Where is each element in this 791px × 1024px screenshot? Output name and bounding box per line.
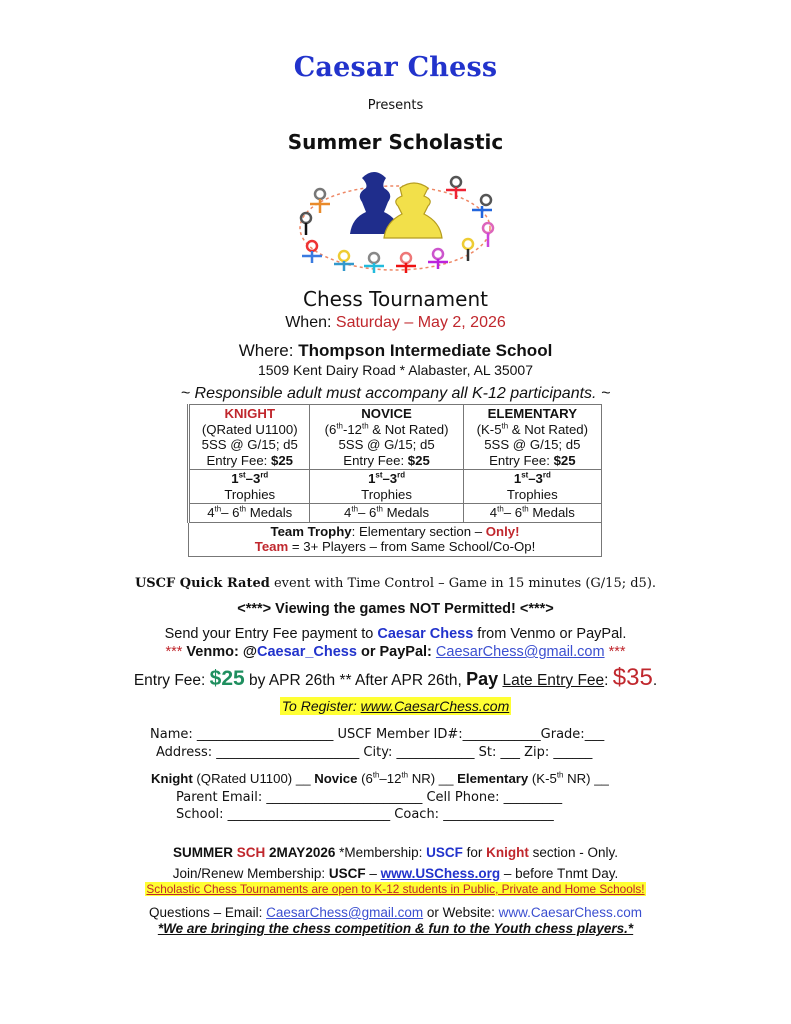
elig-sup: th [362,421,369,431]
viewing-notice: <***> Viewing the games NOT Permitted! <***> [237,601,554,617]
team-row [189,522,602,556]
adult-notice: ~ Responsible adult must accompany all K-12 participants. ~ [180,385,611,402]
medals-cell [463,504,601,523]
place: –3 [382,471,398,486]
opt-elementary: Elementary [457,771,529,786]
register [0,698,791,714]
join-renew [0,866,791,881]
send-text: from Venmo or PayPal. [473,626,627,642]
place-sup: th [497,504,504,514]
paypal-label: or PayPal: [356,644,436,660]
join-uscf: USCF [328,866,366,881]
children-around-chess-pieces-illustration [292,166,498,276]
sum-uscf: USCF [426,845,463,860]
register-link[interactable]: www.CaesarChess.com [360,698,510,714]
section-format: 5SS @ G/15; d5 [338,437,435,452]
event-name: Chess Tournament [303,287,488,311]
place-sup: st [521,470,529,480]
fee-label: Entry Fee: [133,672,210,689]
fee-label: Entry Fee: [489,452,554,468]
place: 1 [231,471,239,486]
opt-knight: Knight [151,771,193,786]
opt-text: (6 [357,771,373,786]
form-row-address[interactable]: Address: ______________________ City: ____________ St: ___ Zip: ______ [156,745,593,760]
sum-date: 2MAY2026 [265,845,336,860]
q-text: Questions – Email: [149,905,267,920]
section-fee: $25 [553,452,576,468]
trophies-label: Trophies [224,486,276,502]
place-sup: st [238,470,246,480]
place-sup: th [239,504,247,514]
place-sup: th [214,504,222,514]
join-text: – before Tnmt Day. [500,866,619,881]
place-sup: rd [260,470,269,480]
opt-text: NR) __ [563,771,609,786]
when-value: Saturday – May 2, 2026 [335,314,506,331]
email-link[interactable]: CaesarChess@gmail.com [266,905,424,920]
when-label: When: [285,314,336,331]
place-sup: st [375,470,383,480]
register-label: To Register: [281,698,361,714]
organizer-title: Caesar Chess [293,52,498,83]
fee-label: Entry Fee: [343,452,408,468]
medals-cell [189,504,310,523]
opt-text: (QRated U1100) __ [192,771,315,786]
place: – 6 [221,505,240,520]
sum-text: section - Only. [528,845,618,860]
sum-text: *Membership: [335,845,427,860]
form-row-parent[interactable]: Parent Email: ________________________ Cell Phone: _________ [176,790,563,805]
section-format: 5SS @ G/15; d5 [201,437,298,452]
place-sup: rd [542,470,551,480]
elig-part: & Not Rated) [368,421,449,437]
place: 4 [344,505,352,520]
section-name: KNIGHT [224,406,276,421]
place: – 6 [503,505,523,520]
pay-label: Pay [466,669,499,689]
elig-part: & Not Rated) [508,421,589,437]
send-text: Send your Entry Fee payment to [164,626,378,642]
venmo-handle: Caesar_Chess [256,644,357,660]
place: –3 [245,471,261,486]
stars: *** [165,644,183,660]
medals-label: Medals [246,505,293,520]
entry-fees [0,664,791,692]
section-novice [310,405,463,470]
payment-handles [0,644,791,660]
opt-sup: th [556,770,564,780]
team-label: Team [254,539,289,554]
medals-label: Medals [382,505,430,520]
elig-part: (K-5 [476,421,502,437]
form-row-sections[interactable] [151,771,609,786]
opt-novice: Novice [314,771,358,786]
place: 4 [207,505,215,520]
form-row-school[interactable]: School: _________________________ Coach: _________________ [176,807,554,822]
payment-instructions [0,626,791,642]
late-fee: $35 [612,664,653,691]
section-fee: $25 [270,452,293,468]
elig-part: -12 [342,421,362,437]
membership-note [0,845,791,860]
trophies-cell [189,470,310,504]
place-sup: rd [397,470,406,480]
form-row-name[interactable]: Name: _____________________ USCF Member ID#:____________Grade:___ [150,727,605,742]
place: –3 [528,471,543,486]
sum-knight: Knight [486,845,529,860]
place: 4 [489,505,498,520]
rating-type: USCF Quick Rated [134,576,270,591]
paypal-email-link[interactable]: CaesarChess@gmail.com [435,644,605,660]
place: – 6 [357,505,377,520]
section-fee: $25 [407,452,430,468]
section-format: 5SS @ G/15; d5 [484,437,581,452]
register-highlight [280,697,511,715]
place: 1 [368,471,376,486]
period: . [652,672,658,689]
section-name: NOVICE [361,406,412,421]
team-trophy-label: Team Trophy [270,523,352,539]
section-eligibility [477,422,588,437]
opt-text: NR) __ [408,771,458,786]
medals-label: Medals [528,505,575,520]
colon: : [604,672,613,689]
opt-sup: th [372,770,380,780]
team-only: Only! [485,523,520,539]
venue-name: Thompson Intermediate School [298,341,553,360]
opt-text: (K-5 [528,771,557,786]
section-name: ELEMENTARY [487,406,578,421]
presents-text: Presents [367,98,424,113]
elig-sup: th [501,421,509,431]
opt-text: –12 [379,771,402,786]
place-sup: th [522,504,529,514]
trophies-label: Trophies [361,486,412,502]
opt-sup: th [401,770,409,780]
rating-info [0,576,791,591]
elig-sup: th [336,421,343,431]
uschess-link[interactable]: www.USChess.org [380,866,501,881]
section-elementary [463,405,601,470]
section-headers-row [189,405,602,470]
open-notice [0,882,791,896]
event-date [0,314,791,332]
late-fee-label: Late Entry Fee [502,672,605,689]
trophies-row [189,470,602,504]
join-text: Join/Renew Membership: [172,866,329,881]
team-trophy-text: : Elementary section – [351,523,486,539]
medals-cell [310,504,463,523]
place-sup: th [351,504,358,514]
section-knight [189,405,310,470]
join-text: – [365,866,381,881]
where-label: Where: [238,341,299,360]
event-subtitle: Summer Scholastic [287,130,504,154]
send-brand: Caesar Chess [377,626,474,642]
fee-label: Entry Fee: [206,452,271,468]
sum-sch: SCH [236,845,266,860]
place: 1 [513,471,522,486]
open-notice-text: Scholastic Chess Tournaments are open to K-12 students in Public, Private and Home Schools! [146,882,645,896]
event-venue [0,341,791,361]
team-trophy-cell [189,522,602,556]
elig-part: (6 [324,421,337,437]
q-text: or Website: [423,905,499,920]
website-link[interactable]: www.CaesarChess.com [498,905,642,920]
questions [0,905,791,920]
section-eligibility [325,422,449,437]
trophies-cell [310,470,463,504]
section-eligibility: (QRated U1100) [201,421,298,437]
early-fee: $25 [209,667,245,690]
venue-address: 1509 Kent Dairy Road * Alabaster, AL 35007 [257,362,533,378]
tagline: *We are bringing the chess competition & fun to the Youth chess players.* [157,921,634,936]
medals-row [189,504,602,523]
trophies-label: Trophies [506,486,558,502]
stars: *** [604,644,626,660]
venmo-label: Venmo: @ [182,644,257,660]
team-definition: = 3+ Players – from Same School/Co-Op! [288,539,536,554]
trophies-cell [463,470,601,504]
sum-text: SUMMER [173,845,237,860]
rating-rest: event with Time Control – Game in 15 minutes (G/15; d5). [269,576,657,591]
place-sup: th [376,504,383,514]
sections-table [187,404,602,557]
sum-text: for [462,845,487,860]
fee-deadline: by APR 26th ** After APR 26th, [244,672,467,689]
